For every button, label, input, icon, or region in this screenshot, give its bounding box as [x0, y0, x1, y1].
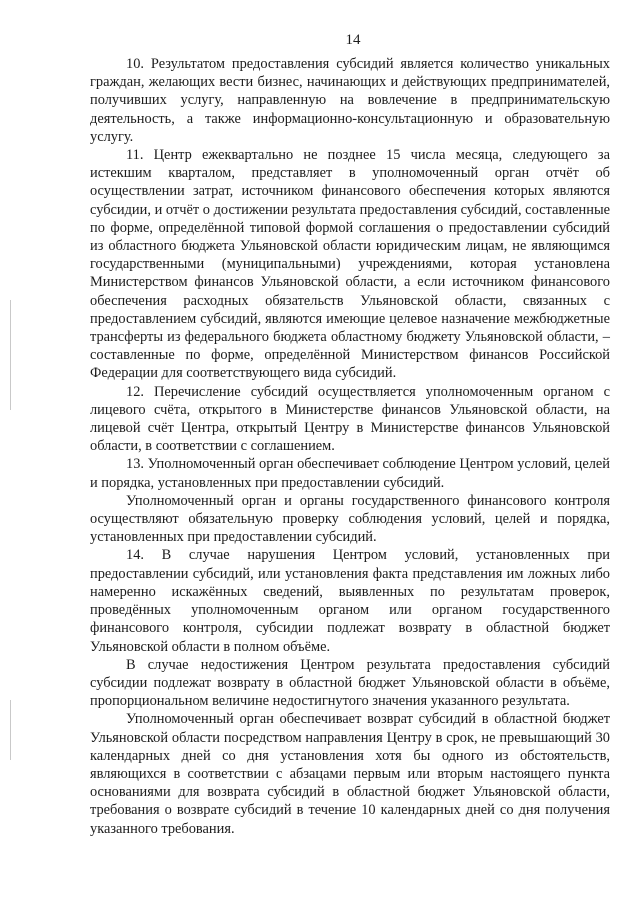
paragraph-14: 14. В случае нарушения Центром условий, установленных при предоставлении субсидий, или установления факта представления им ложных либо намеренно искажённых сведений, выявленных по результатам проверок, проведённых уполномоченным органом или органом государственного финансового контроля, субсидии подлежат возврату в областной бюджет Ульяновской области в полном объёме.: [90, 547, 610, 655]
paragraph-13-control: Уполномоченный орган и органы государственного финансового контроля осуществляют обязательную проверку соблюдения условий, целей и порядка, установленных при предоставлении субсидий.: [90, 492, 610, 546]
scan-edge-mark: [10, 300, 11, 410]
scan-edge-mark: [10, 700, 11, 760]
paragraph-10: 10. Результатом предоставления субсидий является количество уникальных граждан, желающих вести бизнес, начинающих и действующих предпринимателей, получивших услугу, направленную на вовлечение в предпринимательскую деятельность, а также информационно-консультационную и образовательную услугу.: [90, 56, 610, 145]
paragraph-13: 13. Уполномоченный орган обеспечивает соблюдение Центром условий, целей и порядка, установленных при предоставлении субсидий.: [90, 456, 610, 491]
paragraph-12: 12. Перечисление субсидий осуществляется уполномоченным органом с лицевого счёта, открытого в Министерстве финансов Ульяновской области, на лицевой счёт Центра, открытый Центру в Министерстве финансов Ульяновской области, в соответствии с соглашением.: [90, 383, 610, 455]
paragraph-14-result: В случае недостижения Центром результата предоставления субсидий субсидии подлежат возврату в областной бюджет Ульяновской области в объёме, пропорциональном величине недостигнутого значения указанного результата.: [90, 656, 610, 710]
paragraph-14-return: Уполномоченный орган обеспечивает возврат субсидий в областной бюджет Ульяновской области посредством направления Центру в срок, не превышающий 30 календарных дней со дня установления хотя бы одного из обстоятельств, являющихся в соответствии с абзацами первым или вторым настоящего пункта основаниями для возврата субсидий в областной бюджет Ульяновской области, требования о возврате субсидий в течение 10 календарных дней со дня получения указанного требования.: [90, 711, 610, 837]
page-number: 14: [345, 32, 361, 48]
paragraph-11: 11. Центр ежеквартально не позднее 15 числа месяца, следующего за истекшим кварталом, представляет в уполномоченный орган отчёт об осуществлении затрат, источником финансового обеспечения которых являются субсидии, и отчёт о достижении результата предоставления субсидий, составленные по форме, определённой типовой формой соглашения о предоставлении субсидий из областного бюджета Ульяновской области юридическим лицам, не являющимся государственными (муниципальными) учреждениями, которая установлена Министерством финансов Ульяновской области, а если источником финансового обеспечения расходных обязательств Ульяновской области, связанных с предоставлением субсидий, являются имеющие целевое назначение межбюджетные трансферты из федерального бюджета областному бюджету Ульяновской области, – составленные по форме, определённой Министерством финансов Российской Федерации для соответствующего вида субсидий.: [90, 147, 610, 382]
